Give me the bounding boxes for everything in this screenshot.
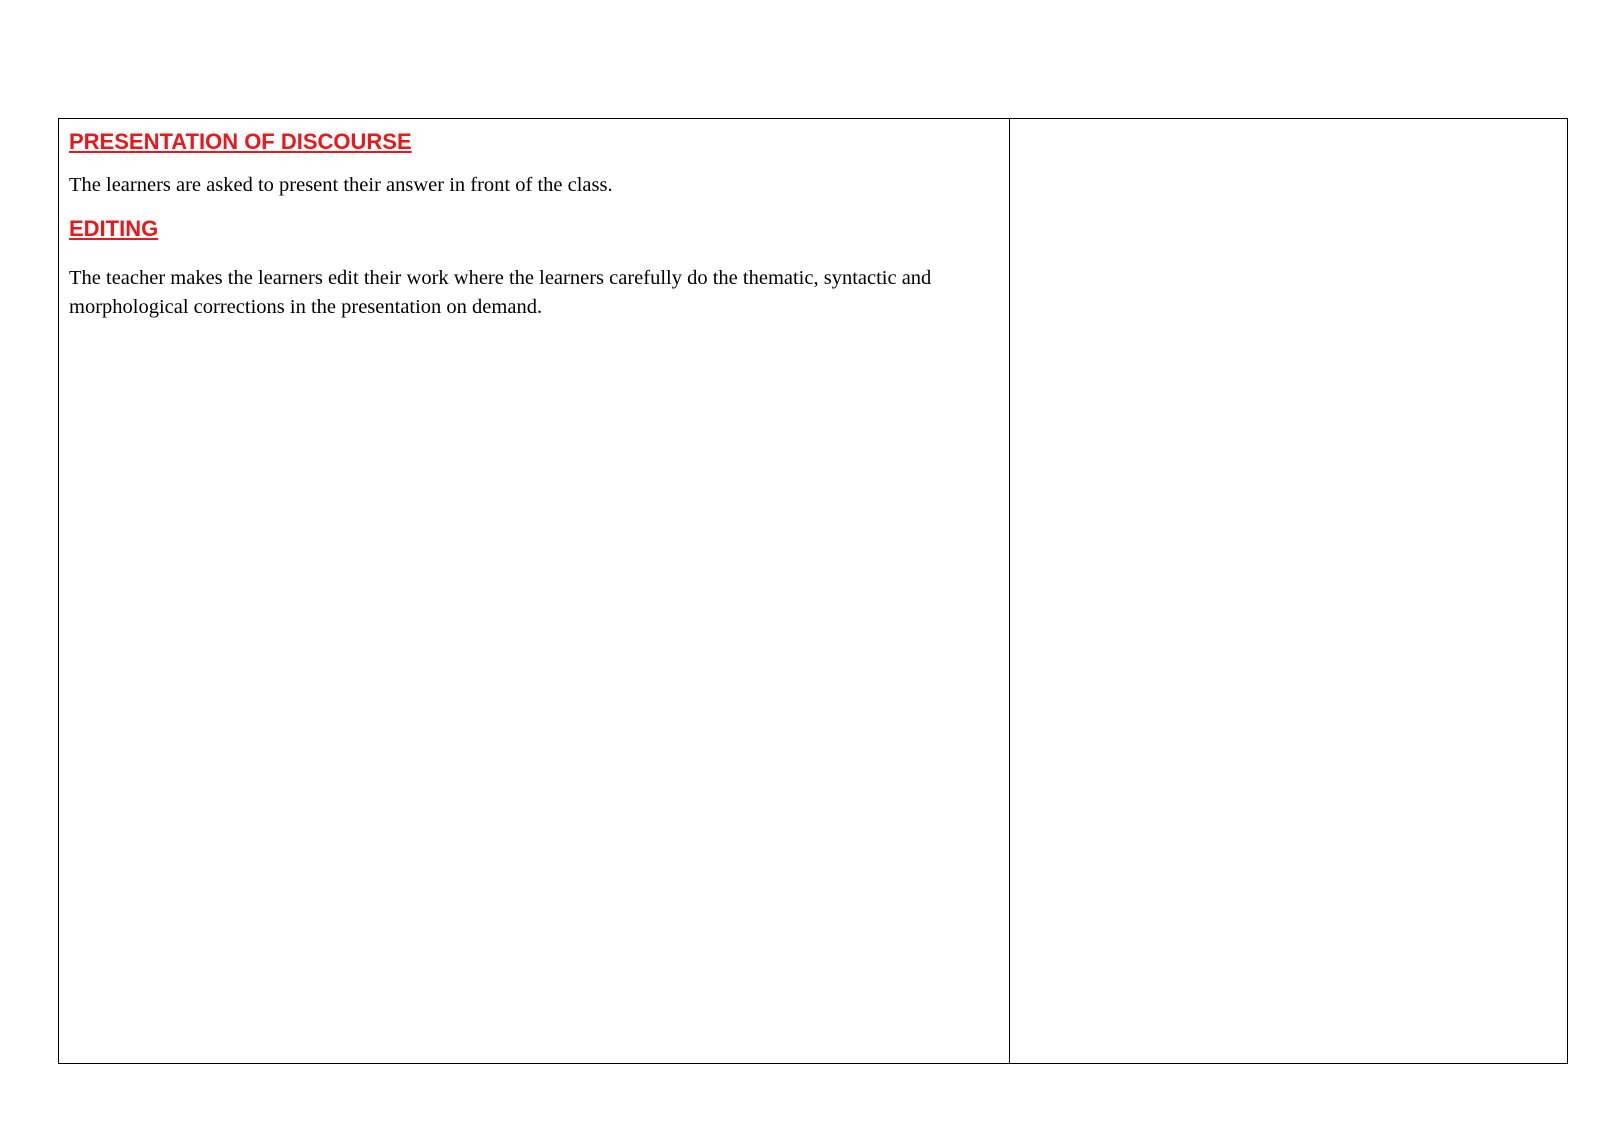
- section-body-presentation: The learners are asked to present their answer in front of the class.: [69, 174, 613, 196]
- section-body-editing: The teacher makes the learners edit their work where the learners carefully do the thematic, syntactic and morphological corrections in the presentation on demand.: [69, 267, 932, 318]
- section-heading-presentation: PRESENTATION OF DISCOURSE: [69, 129, 412, 154]
- section-heading-editing: EDITING: [69, 216, 159, 241]
- lesson-content-cell: [59, 119, 1010, 1063]
- empty-side-cell: [1010, 119, 1567, 1063]
- lesson-table: [58, 118, 1568, 1064]
